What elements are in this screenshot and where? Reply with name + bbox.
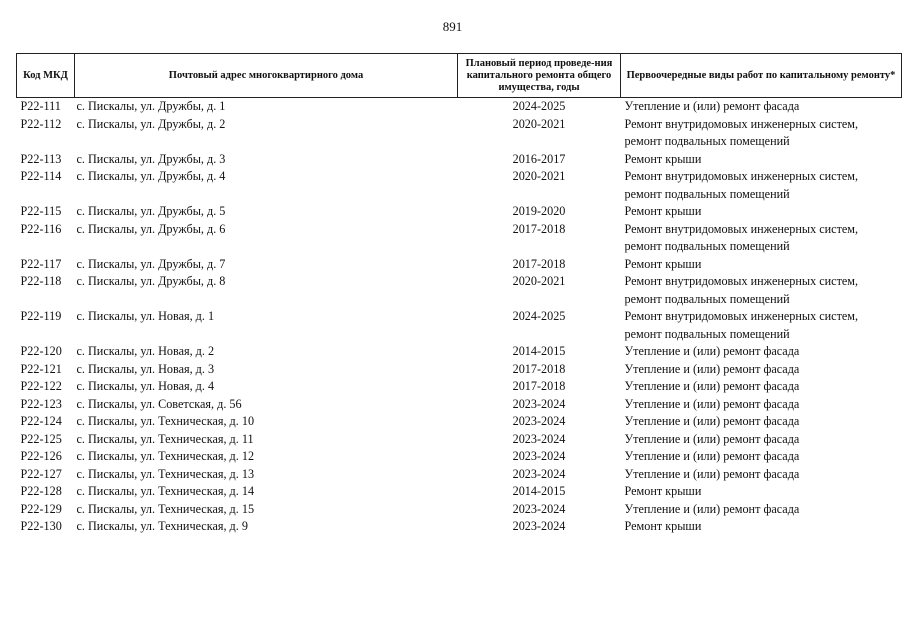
work-line: Ремонт внутридомовых инженерных систем, [624,274,859,288]
row-period: 2017-2018 [512,379,566,393]
row-address: с. Пискалы, ул. Техническая, д. 9 [76,519,248,533]
table-row [17,378,902,396]
row-code: Р22-112 [20,116,62,131]
table-row [17,116,902,151]
row-period: 2023-2024 [512,519,566,533]
work-line: Ремонт внутридомовых инженерных систем, [624,116,859,131]
row-code: Р22-129 [20,501,62,516]
table-row [17,413,902,431]
work-line: Утепление и (или) ремонт фасада [624,99,800,113]
row-period: 2019-2020 [512,204,566,218]
row-works [621,448,902,466]
work-line: Утепление и (или) ремонт фасада [624,344,800,358]
row-address: с. Пискалы, ул. Новая, д. 1 [76,309,215,323]
table-row [17,448,902,466]
table-row [17,203,902,221]
header-address: Почтовый адрес многоквартирного дома [75,54,458,98]
row-works [621,256,902,274]
row-address: с. Пискалы, ул. Техническая, д. 10 [76,414,255,428]
work-line: Ремонт крыши [624,519,702,533]
work-line: Ремонт внутридомовых инженерных систем, [624,169,859,183]
row-code: Р22-126 [20,449,62,463]
row-period: 2023-2024 [512,501,566,516]
row-works [621,413,902,431]
row-address: с. Пискалы, ул. Техническая, д. 13 [76,466,255,481]
work-line: Ремонт внутридомовых инженерных систем, [624,309,859,323]
row-address: с. Пискалы, ул. Дружбы, д. 4 [76,169,226,183]
header-works: Первоочередные виды работ по капитальному ремонту* [621,54,902,98]
work-line: ремонт подвальных помещений [624,239,790,253]
row-address: с. Пискалы, ул. Техническая, д. 15 [76,501,255,516]
work-line: Утепление и (или) ремонт фасада [624,414,800,428]
table-row [17,273,902,308]
work-line: Ремонт крыши [624,151,702,166]
row-address: с. Пискалы, ул. Советская, д. 56 [76,396,242,411]
work-line: Утепление и (или) ремонт фасада [624,501,800,516]
row-code: Р22-118 [20,274,62,288]
row-works [621,308,902,343]
table-body [17,98,902,536]
table-row [17,98,902,116]
row-period: 2024-2025 [512,309,566,323]
row-address: с. Пискалы, ул. Дружбы, д. 1 [76,99,226,113]
row-works [621,273,902,308]
row-works [621,361,902,379]
table-row [17,221,902,256]
work-line: Утепление и (или) ремонт фасада [624,431,800,446]
row-address: с. Пискалы, ул. Дружбы, д. 2 [76,116,226,131]
row-code: Р22-111 [20,99,61,113]
row-works [621,116,902,151]
row-works [621,501,902,519]
work-line: Ремонт крыши [624,484,702,498]
work-line: Ремонт крыши [624,204,702,218]
row-period: 2020-2021 [512,274,566,288]
row-address: с. Пискалы, ул. Техническая, д. 14 [76,484,255,498]
header-code: Код МКД [17,54,75,98]
table-row [17,168,902,203]
row-period: 2024-2025 [512,99,566,113]
work-line: Утепление и (или) ремонт фасада [624,449,800,463]
work-line: Утепление и (или) ремонт фасада [624,361,800,376]
row-works [621,378,902,396]
table-row [17,518,902,536]
row-address: с. Пискалы, ул. Дружбы, д. 6 [76,221,226,236]
row-address: с. Пискалы, ул. Дружбы, д. 8 [76,274,226,288]
row-period: 2014-2015 [512,484,566,498]
table-row [17,396,902,414]
row-address: с. Пискалы, ул. Техническая, д. 12 [76,449,255,463]
row-period: 2023-2024 [512,431,566,446]
row-address: с. Пискалы, ул. Новая, д. 4 [76,379,215,393]
table-row [17,466,902,484]
row-code: Р22-113 [20,151,62,166]
row-code: Р22-117 [20,256,62,271]
row-period: 2016-2017 [512,151,566,166]
row-code: Р22-123 [20,396,62,411]
row-code: Р22-116 [20,221,62,236]
row-works [621,396,902,414]
row-works [621,431,902,449]
row-code: Р22-128 [20,484,62,498]
row-works [621,343,902,361]
row-address: с. Пискалы, ул. Новая, д. 2 [76,344,215,358]
table-row [17,501,902,519]
row-works [621,466,902,484]
row-code: Р22-115 [20,204,62,218]
row-works [621,483,902,501]
table-row [17,343,902,361]
row-period: 2020-2021 [512,169,566,183]
row-period: 2017-2018 [512,221,566,236]
page-number: 891 [442,19,463,34]
row-period: 2023-2024 [512,449,566,463]
table-row [17,361,902,379]
row-works [621,168,902,203]
work-line: ремонт подвальных помещений [624,291,790,306]
table-header [17,54,902,98]
row-works [621,98,902,116]
row-code: Р22-121 [20,361,62,376]
table-row [17,256,902,274]
row-address: с. Пискалы, ул. Дружбы, д. 7 [76,256,226,271]
work-line: ремонт подвальных помещений [624,326,790,341]
row-code: Р22-114 [20,169,62,183]
table-row [17,431,902,449]
row-period: 2023-2024 [512,414,566,428]
row-code: Р22-125 [20,431,62,446]
row-works [621,151,902,169]
buildings-table [16,53,902,536]
row-code: Р22-124 [20,414,62,428]
work-line: Утепление и (или) ремонт фасада [624,466,800,481]
row-address: с. Пискалы, ул. Дружбы, д. 3 [76,151,226,166]
work-line: Ремонт крыши [624,256,702,271]
work-line: Утепление и (или) ремонт фасада [624,396,800,411]
row-code: Р22-120 [20,344,62,358]
row-period: 2017-2018 [512,256,566,271]
row-code: Р22-119 [20,309,62,323]
row-code: Р22-130 [20,519,62,533]
row-period: 2023-2024 [512,466,566,481]
row-address: с. Пискалы, ул. Дружбы, д. 5 [76,204,226,218]
work-line: ремонт подвальных помещений [624,186,790,201]
work-line: Ремонт внутридомовых инженерных систем, [624,221,859,236]
work-line: Утепление и (или) ремонт фасада [624,379,800,393]
row-address: с. Пискалы, ул. Новая, д. 3 [76,361,215,376]
row-period: 2014-2015 [512,344,566,358]
table-row [17,151,902,169]
row-code: Р22-122 [20,379,62,393]
row-period: 2023-2024 [512,396,566,411]
row-period: 2020-2021 [512,116,566,131]
row-period: 2017-2018 [512,361,566,376]
header-period: Плановый период проведе-ния капитального ремонта общего имущества, годы [458,54,621,98]
table-row [17,308,902,343]
work-line: ремонт подвальных помещений [624,134,790,148]
table-row [17,483,902,501]
row-works [621,518,902,536]
row-works [621,203,902,221]
row-address: с. Пискалы, ул. Техническая, д. 11 [76,431,254,446]
row-works [621,221,902,256]
row-code: Р22-127 [20,466,62,481]
